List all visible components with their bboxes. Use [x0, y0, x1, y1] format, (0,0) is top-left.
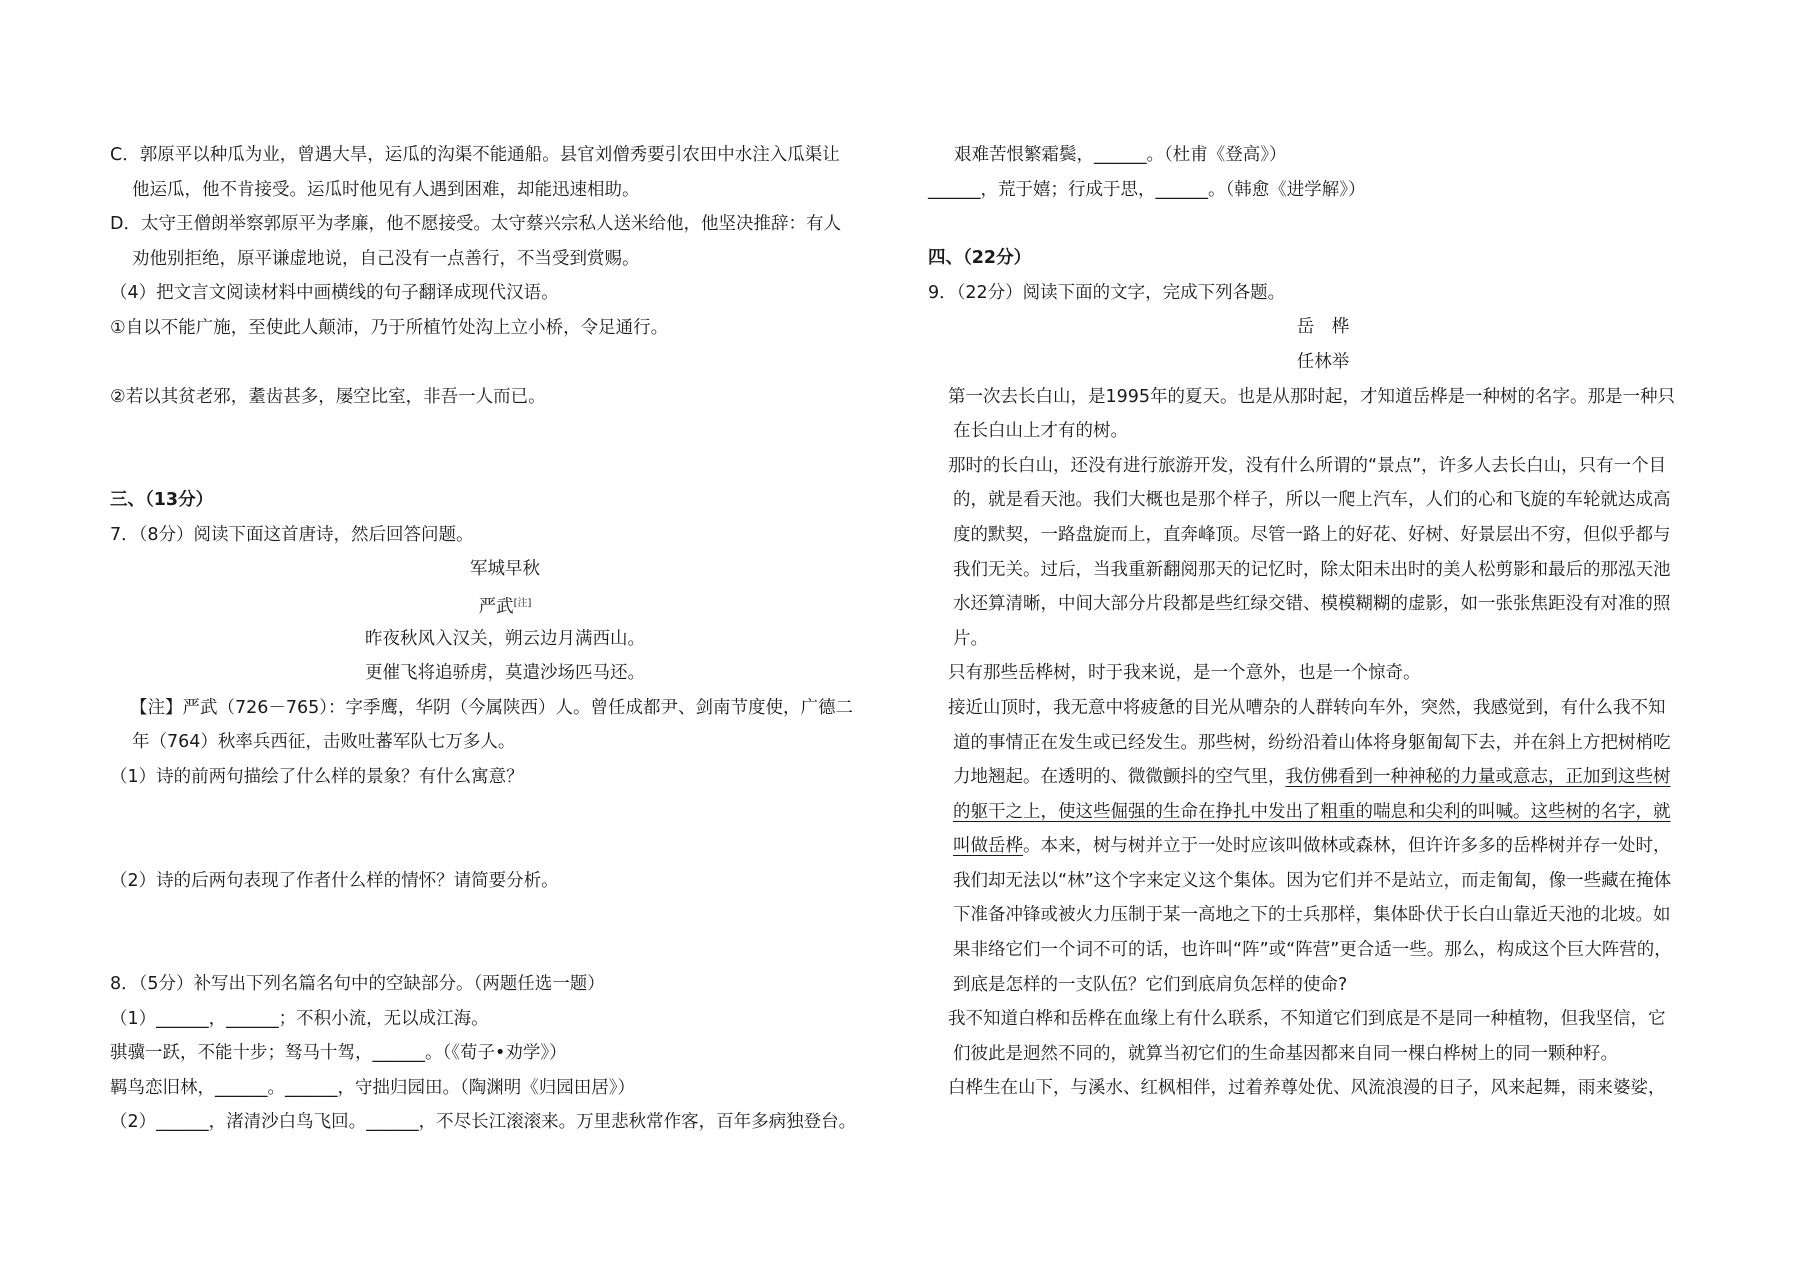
- question-7: 7．（8分）阅读下面这首唐诗，然后回答问题。: [110, 524, 474, 545]
- paragraph-1-line-2: 在长白山上才有的树。: [953, 421, 1128, 442]
- option-c-line-1: C．郭原平以种瓜为业，曾遇大旱，运瓜的沟渠不能通船。县官刘僧秀要引农田中水注入瓜渠让: [110, 145, 840, 165]
- right-column: [928, 138, 1718, 1106]
- paragraph-4-line-2: 道的事情正在发生或已经发生。那些树，纷纷沿着山体将身躯匍匐下去，并在斜上方把树梢吃: [953, 732, 1671, 753]
- paragraph-6-line-1: 白桦生在山下，与溪水、红枫相伴，过着养尊处优、风流浪漫的日子，风来起舞，雨来婆娑，: [948, 1078, 1666, 1099]
- question-8-2-line-2: 艰难苦恨繁霜鬓，______。（杜甫《登高》）: [954, 145, 1287, 165]
- question-8-1-line-3: 羁鸟恋旧林，______。______，守拙归园田。（陶渊明《归园田居》）: [110, 1077, 635, 1098]
- poem-title: 军城早秋: [470, 559, 540, 580]
- poem-line-2: 更催飞将追骄虏，莫遣沙场匹马还。: [365, 663, 645, 684]
- paragraph-4-line-3: [928, 760, 1718, 795]
- paragraph-4-line-8: 果非络它们一个词不可的话，也许叫“阵”或“阵营”更合适一些。那么，构成这个巨大阵营的，: [953, 940, 1672, 961]
- question-7-1: （1）诗的前两句描绘了什么样的景象？有什么寓意？: [110, 766, 524, 787]
- poem-author-name: 严武: [478, 596, 514, 617]
- poem-author: [110, 587, 900, 622]
- translate-sentence-2: ②若以其贫老邪，耋齿甚多，屡空比室，非吾一人而已。: [110, 386, 546, 407]
- paragraph-5-line-1: 我不知道白桦和岳桦在血缘上有什么联系，不知道它们到底是不是同一种植物，但我坚信，它: [948, 1009, 1666, 1030]
- option-c-line-2: 他运瓜，他不肯接受。运瓜时他见有人遇到困难，却能迅速相助。: [132, 179, 640, 200]
- section-4-heading: 四、（22分）: [928, 248, 1032, 269]
- paragraph-1-line-1: 第一次去长白山，是1995年的夏天。也是从那时起，才知道岳桦是一种树的名字。那是一种只: [948, 386, 1676, 407]
- left-column: [110, 138, 900, 1140]
- question-6-4: （4）把文言文阅读材料中画横线的句子翻译成现代汉语。: [110, 283, 559, 304]
- paragraph-2-line-4: 我们无关。过后，当我重新翻阅那天的记忆时，除太阳未出时的美人松剪影和最后的那泓天池: [953, 559, 1671, 580]
- question-9: 9．（22分）阅读下面的文字，完成下列各题。: [928, 282, 1286, 303]
- underlined-sentence-part-2: 的躯干之上，使这些倔强的生命在挣扎中发出了粗重的喘息和尖利的叫喊。这些树的名字，就: [953, 801, 1671, 822]
- question-8-2-line-1: （2）______，渚清沙白鸟飞回。______，不尽长江滚滚来。万里悲秋常作客，百年多病独登台。: [110, 1112, 857, 1133]
- paragraph-4-line-3-text: 力地翘起。在透明的、微微颤抖的空气里，: [953, 767, 1286, 788]
- question-8-2-line-3: ______，荒于嬉；行成于思，______。（韩愈《进学解》）: [928, 179, 1366, 200]
- poem-note-mark: [注]: [513, 597, 532, 609]
- paragraph-3: 只有那些岳桦树，时于我来说，是一个意外，也是一个惊奇。: [948, 663, 1421, 684]
- option-d-line-2: 劝他别拒绝，原平谦虚地说，自己没有一点善行，不当受到赏赐。: [132, 248, 640, 269]
- question-8-1-line-2: 骐骥一跃，不能十步；驽马十驾，______。（《荀子•劝学》）: [110, 1043, 567, 1064]
- paragraph-5-line-2: 们彼此是迥然不同的，就算当初它们的生命基因都来自同一棵白桦树上的同一颗种籽。: [953, 1043, 1618, 1064]
- paragraph-2-line-2: 的，就是看天池。我们大概也是那个样子，所以一爬上汽车，人们的心和飞旋的车轮就达成高: [953, 490, 1671, 511]
- option-d-line-1: D．太守王僧朗举察郭原平为孝廉，他不愿接受。太守蔡兴宗私人送米给他，他坚决推辞：有人: [110, 214, 841, 235]
- poem-line-1: 昨夜秋风入汉关，朔云边月满西山。: [365, 628, 645, 649]
- paragraph-4-line-4: [928, 795, 1718, 830]
- poem-note-line-1: 【注】严武（726－765）：字季鹰，华阴（今属陕西）人。曾任成都尹、剑南节度使，广德二: [130, 697, 854, 718]
- question-8: 8．（5分）补写出下列名篇名句中的空缺部分。（两题任选一题）: [110, 974, 605, 995]
- paragraph-4-line-9: 到底是怎样的一支队伍？它们到底肩负怎样的使命?: [953, 974, 1348, 995]
- question-7-2: （2）诗的后两句表现了作者什么样的情怀？请简要分析。: [110, 870, 559, 891]
- paragraph-4-line-5-text: 。本来，树与树并立于一处时应该叫做林或森林，但许许多多的岳桦树并存一处时，: [1023, 836, 1671, 857]
- essay-author: 任林举: [1296, 351, 1350, 372]
- paragraph-2-line-1: 那时的长白山，还没有进行旅游开发，没有什么所谓的“景点”，许多人去长白山，只有一个目: [948, 455, 1667, 476]
- section-3-heading: 三、（13分）: [110, 490, 214, 511]
- question-8-1-line-1: （1）______，______；不积小流，无以成江海。: [110, 1008, 489, 1029]
- translate-sentence-1: ①自以不能广施，至使此人颠沛，乃于所植竹处沟上立小桥，令足通行。: [110, 317, 669, 338]
- essay-title: 岳 桦: [1296, 317, 1350, 338]
- paragraph-4-line-6: 我们却无法以“林”这个字来定义这个集体。因为它们并不是站立，而走匍匐，像一些藏在掩体: [953, 870, 1672, 891]
- paragraph-4-line-5: [928, 829, 1718, 864]
- paragraph-4-line-1: 接近山顶时，我无意中将疲惫的目光从嘈杂的人群转向车外，突然，我感觉到，有什么我不知: [948, 697, 1666, 718]
- paragraph-2-line-5: 水还算清晰，中间大部分片段都是些红绿交错、模模糊糊的虚影，如一张张焦距没有对准的照: [953, 594, 1671, 615]
- paragraph-2-line-3: 度的默契，一路盘旋而上，直奔峰顶。尽管一路上的好花、好树、好景层出不穷，但似乎都与: [953, 524, 1671, 545]
- poem-note-line-2: 年（764）秋率兵西征，击败吐蕃军队七万多人。: [132, 732, 516, 753]
- underlined-sentence-part-1: 我仿佛看到一种神秘的力量或意志，正加到这些树: [1285, 767, 1671, 788]
- paragraph-2-line-6: 片。: [953, 628, 988, 649]
- paragraph-4-line-7: 下准备冲锋或被火力压制于某一高地之下的士兵那样，集体卧伏于长白山靠近天池的北坡。如: [953, 905, 1671, 926]
- underlined-sentence-part-3: 叫做岳桦: [953, 836, 1023, 857]
